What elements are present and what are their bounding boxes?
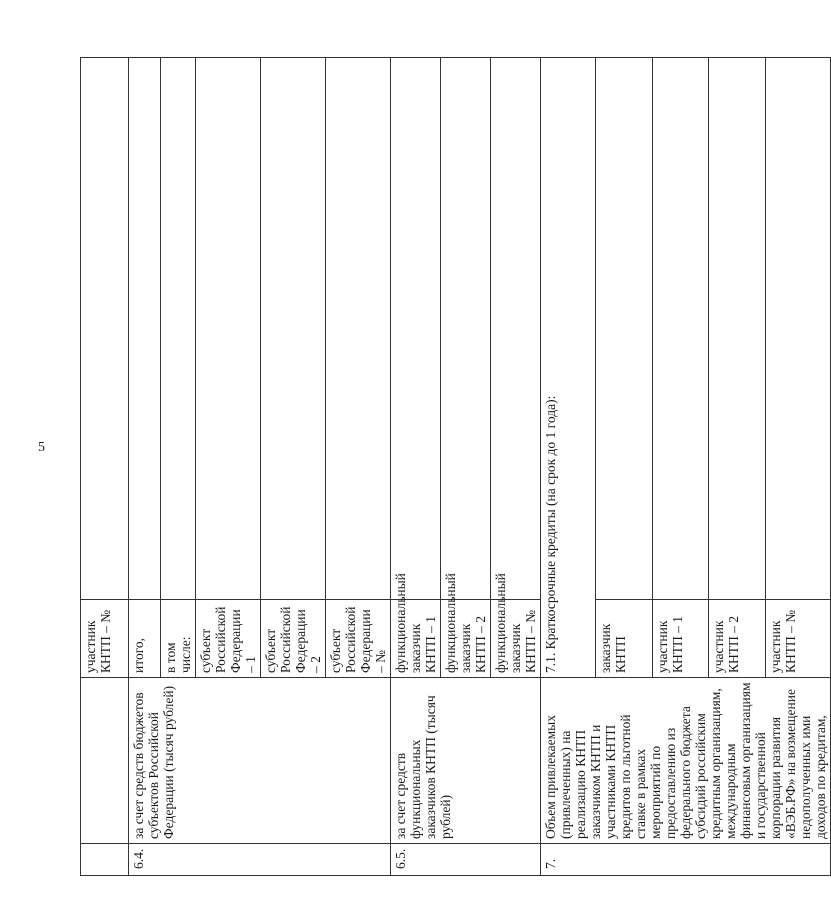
value-cell [391,58,441,600]
sub-cell: участник КНТП – 2 [709,600,766,678]
value-cell [196,58,261,600]
sub-cell: субъект Российской Федерации – № [326,600,391,678]
value-cell [596,58,653,600]
value-cell [441,58,491,600]
value-cell [766,58,831,600]
row-number: 6.4. [129,844,391,876]
table-row [541,58,596,876]
sub-cell: субъект Российской Федерации – 1 [196,600,261,678]
page-number: 5 [38,440,45,455]
section-heading: 7.1. Краткосрочные кредиты (на срок до 1 года): [541,58,596,678]
table-row [129,58,161,876]
row-name: за счет средств функциональных заказчиков КНТП (тысяч рублей) [391,678,541,844]
value-cell [81,58,129,600]
sub-cell: участник КНТП – № [766,600,831,678]
value-cell [326,58,391,600]
value-cell [709,58,766,600]
table-row [81,58,129,876]
row-name: за счет средств бюджетов субъектов Российской Федерации (тысяч рублей) [129,678,391,844]
value-cell [129,58,161,600]
sub-cell: участник КНТП – № [81,600,129,678]
row-name: Объем привлекаемых (привлеченных) на реализацию КНТП заказчиком КНТП и участниками КНТП кредитов по льготной ставке в рамках мероприятий по предоставлению из федерального бюджета субсидий российским кредитным организациям, международным финансовым организациям и государственной корпорации развития «ВЭБ.РФ» на возмещение недополученных ими доходов по кредитам, [541,678,831,844]
sub-cell: функциональный заказчик КНТП – 1 [391,600,441,678]
sub-cell: функциональный заказчик КНТП – № [491,600,541,678]
sub-cell: итого, [129,600,161,678]
program-indicators-table [80,57,831,876]
sub-cell: субъект Российской Федерации – 2 [261,600,326,678]
sub-cell: участник КНТП – 1 [652,600,709,678]
value-cell [261,58,326,600]
row-number: 7. [541,844,831,876]
row-number: 6.5. [391,844,541,876]
row-name [81,678,129,844]
value-cell [491,58,541,600]
value-cell [161,58,196,600]
rotated-table-sheet [80,58,828,876]
row-number [81,844,129,876]
sub-cell: функциональный заказчик КНТП – 2 [441,600,491,678]
value-cell [652,58,709,600]
sub-cell: в том числе: [161,600,196,678]
sub-cell: заказчик КНТП [596,600,653,678]
table-row [391,58,441,876]
